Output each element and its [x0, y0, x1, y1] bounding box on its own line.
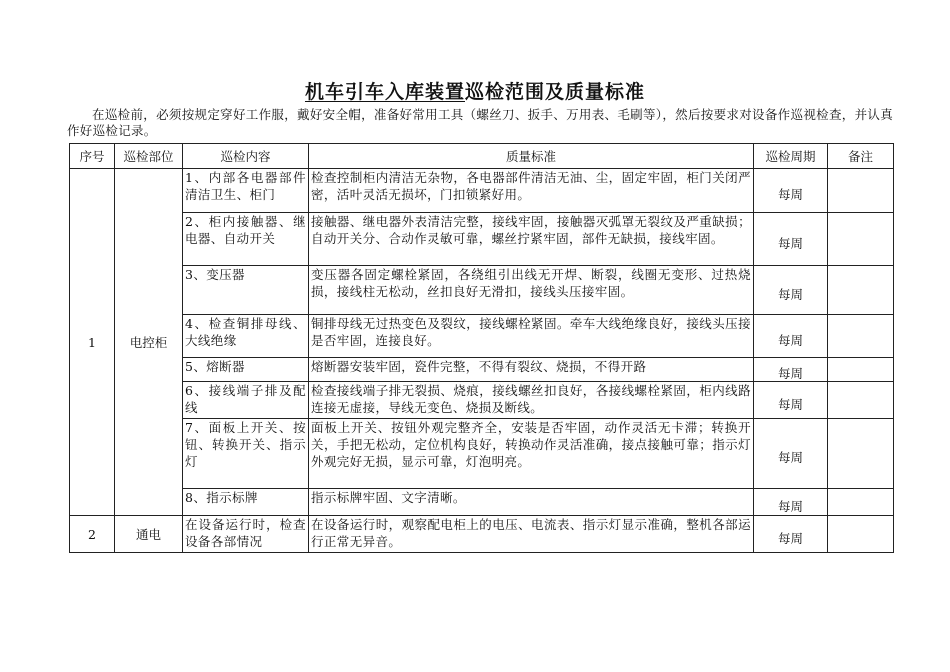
header-part: 巡检部位 [115, 144, 183, 169]
row-note [828, 489, 894, 516]
row-cycle-text: 每周 [777, 366, 803, 381]
row-note [828, 358, 894, 382]
row-standard: 检查控制柜内清洁无杂物，各电器部件清洁无油、尘，固定牢固，柜门关闭严密，活叶灵活无损坏，门扣锁紧好用。 [309, 169, 754, 213]
row-note [828, 382, 894, 419]
header-content: 巡检内容 [183, 144, 309, 169]
row-cycle [754, 516, 828, 553]
table-row [70, 489, 894, 516]
row-note [828, 266, 894, 315]
group-no: 1 [70, 169, 115, 516]
inspection-standard-table [69, 143, 894, 553]
row-note [828, 315, 894, 358]
row-cycle [754, 382, 828, 419]
row-content: 3、变压器 [183, 266, 309, 315]
row-content: 6、接线端子排及配线 [183, 382, 309, 419]
row-content: 4、检查铜排母线、大线绝缘 [183, 315, 309, 358]
row-cycle [754, 358, 828, 382]
row-standard: 变压器各固定螺栓紧固，各绕组引出线无开焊、断裂，线圈无变形、过热烧损，接线柱无松动，丝扣良好无滑扣，接线头压接牢固。 [309, 266, 754, 315]
row-note [828, 419, 894, 489]
row-standard: 接触器、继电器外表清洁完整，接线牢固，接触器灭弧罩无裂纹及严重缺损；自动开关分、合动作灵敏可靠，螺丝拧紧牢固，部件无缺损，接线牢固。 [309, 213, 754, 266]
table-row [70, 382, 894, 419]
row-content: 8、指示标牌 [183, 489, 309, 516]
title-underlined: 机车引车入库装置 [304, 81, 465, 103]
header-cycle: 巡检周期 [754, 144, 828, 169]
header-note: 备注 [828, 144, 894, 169]
row-content: 5、熔断器 [183, 358, 309, 382]
group-part: 通电 [115, 516, 183, 553]
row-content: 7、面板上开关、按钮、转换开关、指示灯 [183, 419, 309, 489]
row-cycle [754, 169, 828, 213]
row-cycle-text: 每周 [777, 187, 803, 202]
group-part: 电控柜 [115, 169, 183, 516]
row-cycle-text: 每周 [777, 450, 803, 465]
page-title [0, 77, 950, 104]
row-note [828, 516, 894, 553]
row-cycle-text: 每周 [777, 286, 803, 302]
table-row [70, 419, 894, 489]
row-standard: 在设备运行时，观察配电柜上的电压、电流表、指示灯显示准确，整机各部运行正常无异音。 [309, 516, 754, 553]
row-cycle [754, 266, 828, 315]
title-rest: 巡检范围及质量标准 [465, 81, 646, 103]
row-content: 1、内部各电器部件清洁卫生、柜门 [183, 169, 309, 213]
row-cycle [754, 213, 828, 266]
row-cycle-text: 每周 [777, 498, 803, 514]
row-cycle [754, 489, 828, 516]
row-standard: 铜排母线无过热变色及裂纹，接线螺栓紧固。牵车大线绝缘良好，接线头压接是否牢固，连接良好。 [309, 315, 754, 358]
row-standard: 检查接线端子排无裂损、烧痕，接线螺丝扣良好，各接线螺栓紧固，柜内线路连接无虚接，导线无变色、烧损及断线。 [309, 382, 754, 419]
table-row [70, 169, 894, 213]
table-row [70, 315, 894, 358]
table-row [70, 358, 894, 382]
row-standard: 熔断器安装牢固，瓷件完整，不得有裂纹、烧损，不得开路 [309, 358, 754, 382]
table-row [70, 516, 894, 553]
row-standard: 指示标牌牢固、文字清晰。 [309, 489, 754, 516]
table-row [70, 213, 894, 266]
row-content: 在设备运行时，检查设备各部情况 [183, 516, 309, 553]
row-cycle-text: 每周 [777, 530, 803, 546]
row-cycle-text: 每周 [777, 396, 803, 412]
table-row [70, 266, 894, 315]
row-content: 2、柜内接触器、继电器、自动开关 [183, 213, 309, 266]
group-no: 2 [70, 516, 115, 553]
row-standard: 面板上开关、按钮外观完整齐全，安装是否牢固，动作灵活无卡滞；转换开关，手把无松动，定位机构良好，转换动作灵活准确，接点接触可靠；指示灯外观完好无损，显示可靠，灯泡明亮。 [309, 419, 754, 489]
row-note [828, 169, 894, 213]
header-standard: 质量标准 [309, 144, 754, 169]
header-no: 序号 [70, 144, 115, 169]
row-cycle-text: 每周 [777, 235, 803, 251]
row-cycle [754, 419, 828, 489]
intro-paragraph: 在巡检前，必须按规定穿好工作服，戴好安全帽，准备好常用工具（螺丝刀、扳手、万用表、毛刷等），然后按要求对设备作巡视检查，并认真作好巡检记录。 [67, 107, 893, 138]
row-cycle-text: 每周 [777, 332, 803, 348]
row-cycle [754, 315, 828, 358]
table-header-row [70, 144, 894, 169]
row-note [828, 213, 894, 266]
